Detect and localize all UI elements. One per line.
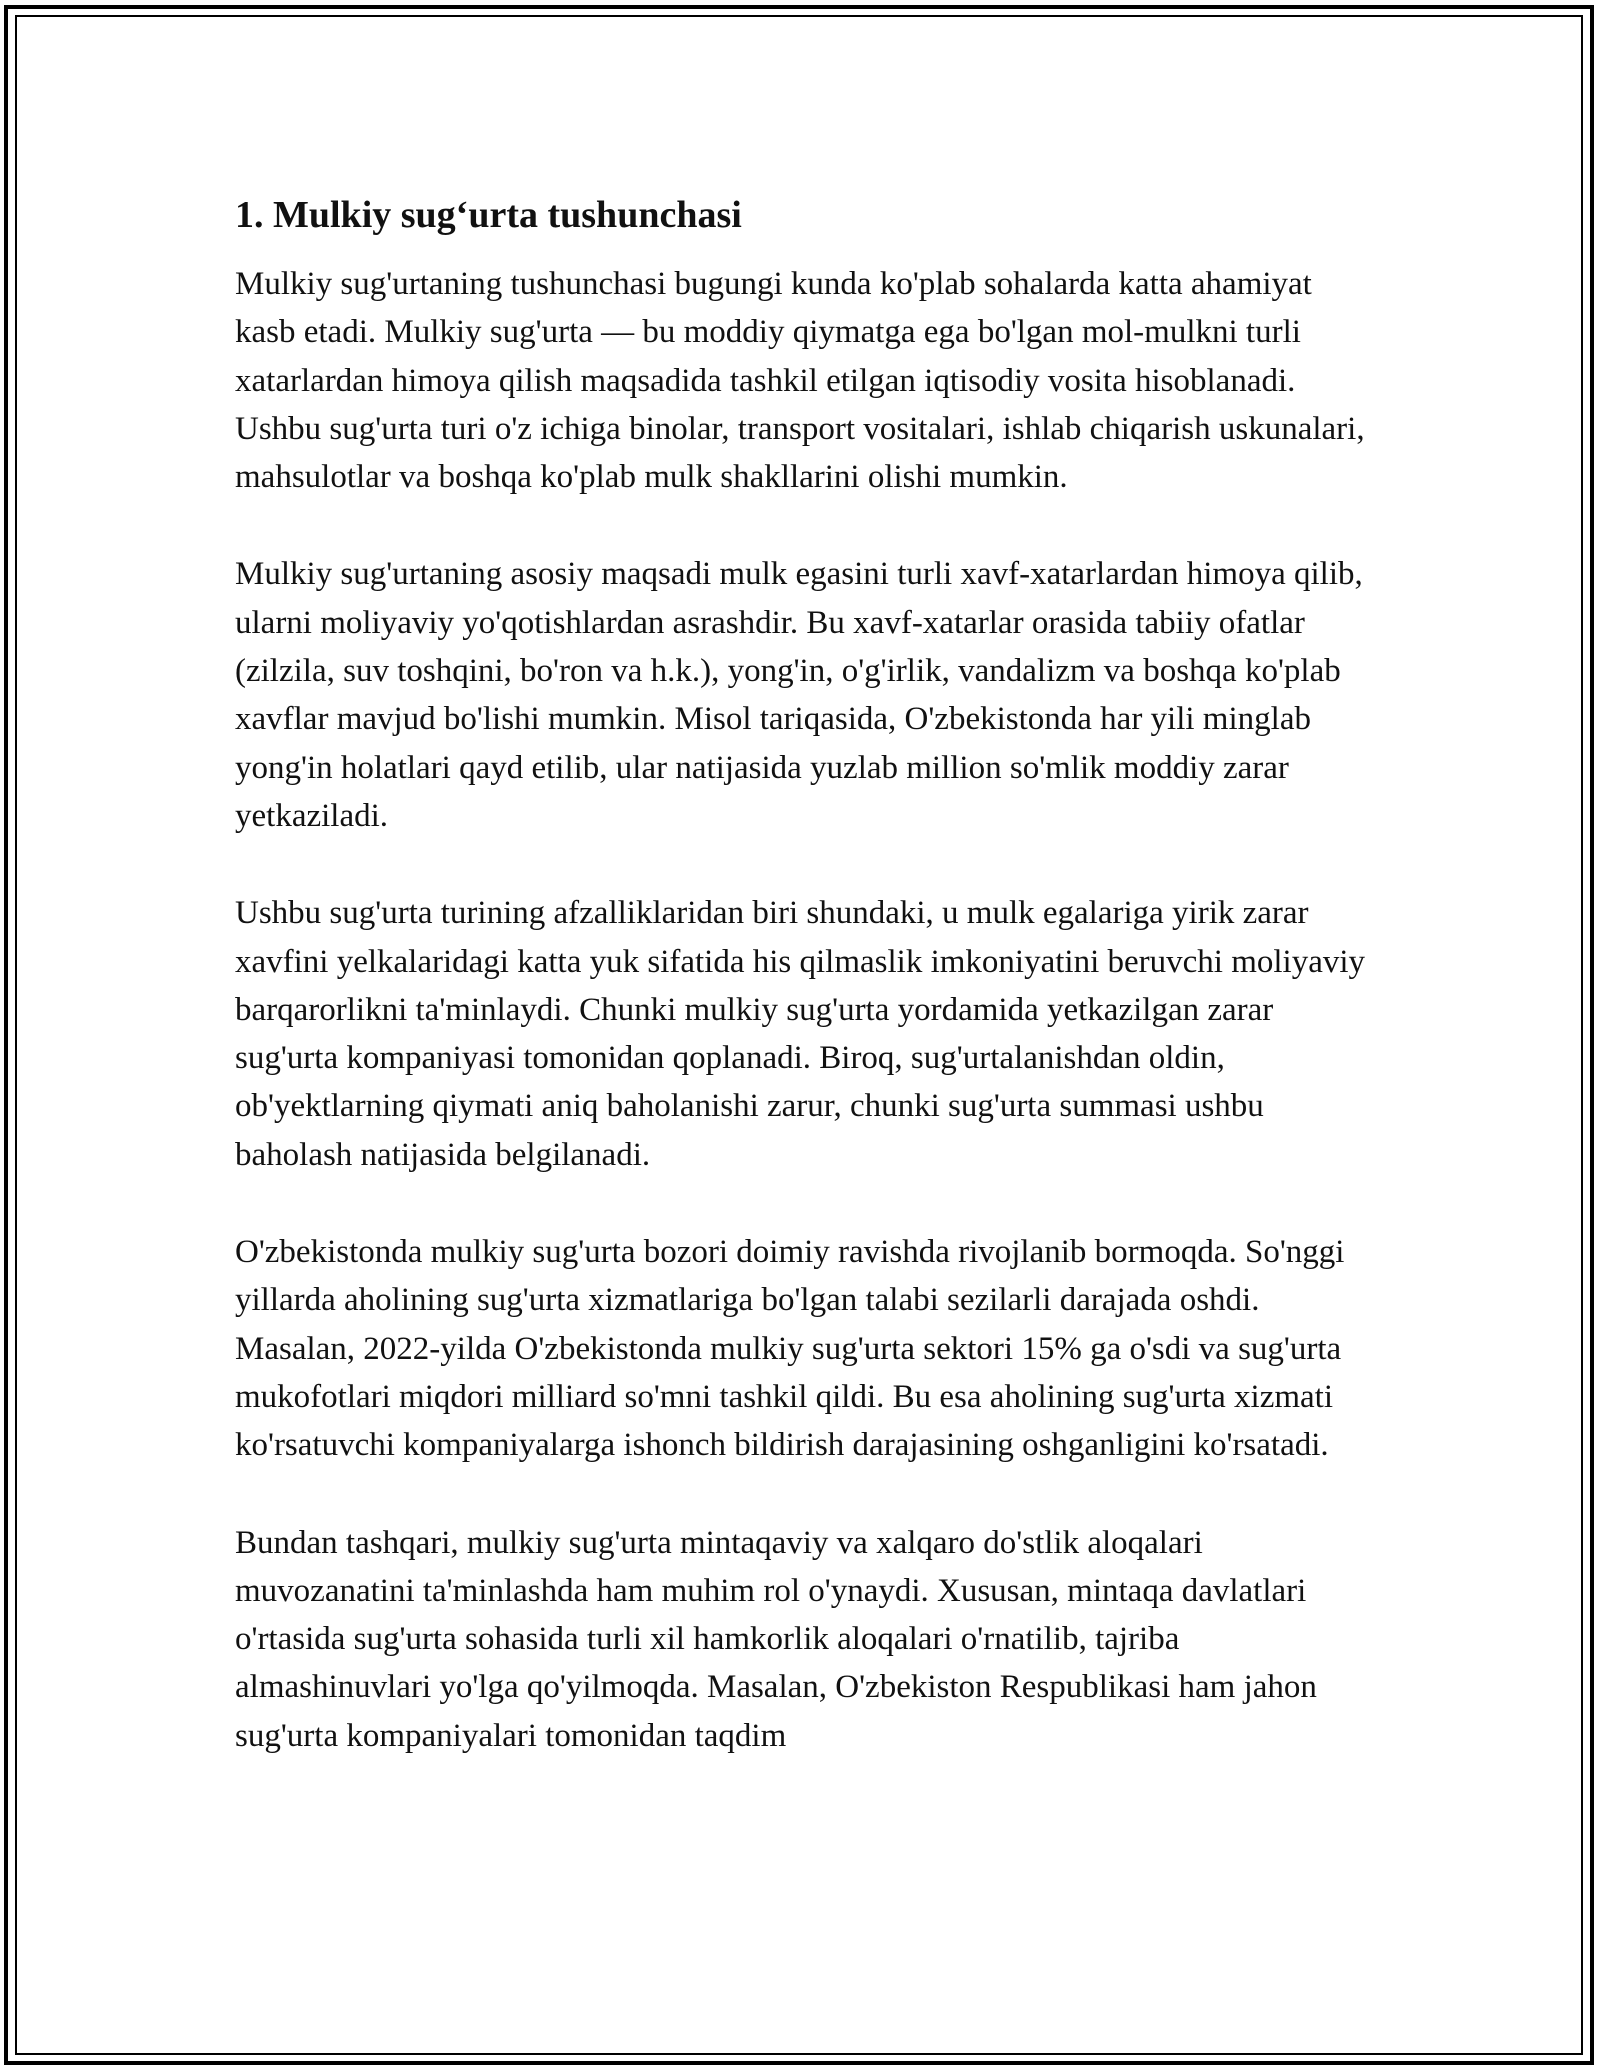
- paragraph-2: Mulkiy sug'urtaning asosiy maqsadi mulk egasini turli xavf-xatarlardan himoya qilib, ularni moliyaviy yo'qotishlardan asrashdir. Bu xavf-xatarlar orasida tabiiy ofatlar (zilzila, suv toshqini, bo'ron va h.k.), yong'in, o'g'irlik, vandalizm va boshqa ko'plab xavflar mavjud bo'lishi mumkin. Misol tariqasida, O'zbekistonda har yili minglab yong'in holatlari qayd etilib, ular natijasida yuzlab million so'mlik moddiy zarar yetkaziladi.: [235, 556, 1363, 834]
- paragraph-1: Mulkiy sug'urtaning tushunchasi bugungi kunda ko'plab sohalarda katta ahamiyat kasb etadi. Mulkiy sug'urta — bu moddiy qiymatga ega bo'lgan mol-mulkni turli xatarlardan himoya qilish maqsadida tashkil etilgan iqtisodiy vosita hisoblanadi. Ushbu sug'urta turi o'z ichiga binolar, transport vositalari, ishlab chiqarish uskunalari, mahsulotlar va boshqa ko'plab mulk shakllarini olishi mumkin.: [235, 266, 1365, 496]
- document-body: [235, 188, 1365, 1760]
- paragraph-5: Bundan tashqari, mulkiy sug'urta mintaqaviy va xalqaro do'stlik aloqalari muvozanatini ta'minlashda ham muhim rol o'ynaydi. Xususan, mintaqa davlatlari o'rtasida sug'urta sohasida turli xil hamkorlik aloqalari o'rnatilib, tajriba almashinuvlari yo'lga qo'yilmoqda. Masalan, O'zbekiston Respublikasi ham jahon sug'urta kompaniyalari tomonidan taqdim: [235, 1524, 1317, 1754]
- section-heading: 1. Mulkiy sug‘urta tushunchasi: [235, 194, 742, 236]
- paragraph-3: Ushbu sug'urta turining afzalliklaridan biri shundaki, u mulk egalariga yirik zarar xavfini yelkalaridagi katta yuk sifatida his qilmaslik imkoniyatini beruvchi moliyaviy barqarorlikni ta'minlaydi. Chunki mulkiy sug'urta yordamida yetkazilgan zarar sug'urta kompaniyasi tomonidan qoplanadi. Biroq, sug'urtalanishdan oldin, ob'yektlarning qiymati aniq baholanishi zarur, chunki sug'urta summasi ushbu baholash natijasida belgilanadi.: [235, 895, 1366, 1173]
- paragraph-4: O'zbekistonda mulkiy sug'urta bozori doimiy ravishda rivojlanib bormoqda. So'nggi yillarda aholining sug'urta xizmatlariga bo'lgan talabi sezilarli darajada oshdi. Masalan, 2022-yilda O'zbekistonda mulkiy sug'urta sektori 15% ga o'sdi va sug'urta mukofotlari miqdori milliard so'mni tashkil qildi. Bu esa aholining sug'urta xizmati ko'rsatuvchi kompaniyalarga ishonch bildirish darajasining oshganligini ko'rsatadi.: [235, 1234, 1345, 1464]
